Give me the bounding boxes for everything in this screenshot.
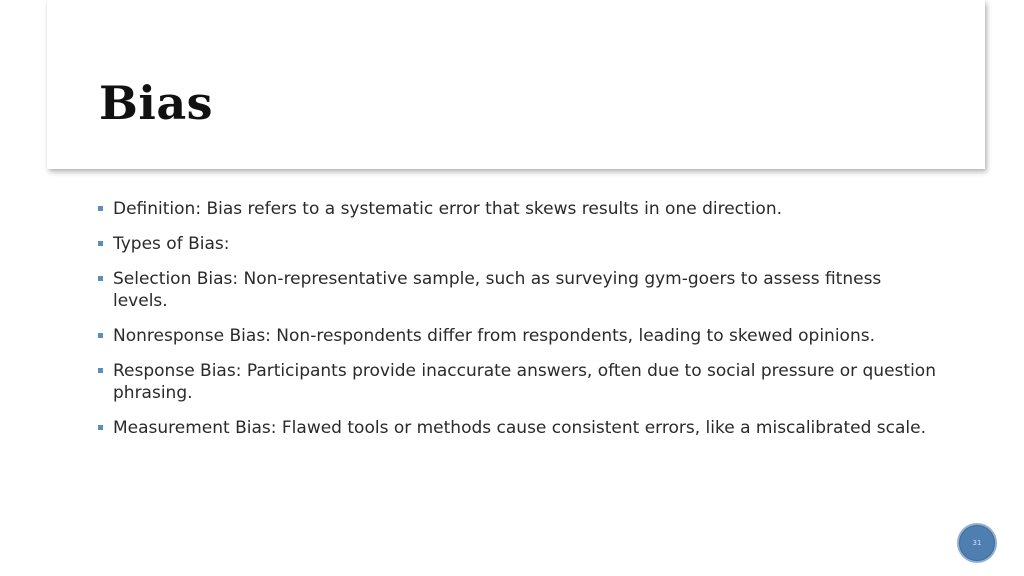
bullet-item [98, 325, 938, 347]
square-bullet-icon [98, 206, 103, 211]
slide-title: Bias [99, 76, 214, 130]
bullet-text: Measurement Bias: Flawed tools or methods cause consistent errors, like a miscalibrated scale. [113, 418, 926, 438]
bullet-text: Response Bias: Participants provide inaccurate answers, often due to social pressure or question phrasing. [113, 361, 936, 403]
bullet-item [98, 360, 938, 404]
square-bullet-icon [98, 276, 103, 281]
square-bullet-icon [98, 425, 103, 430]
title-box [47, 0, 985, 169]
bullet-item [98, 233, 938, 255]
square-bullet-icon [98, 241, 103, 246]
square-bullet-icon [98, 368, 103, 373]
bullet-text: Selection Bias: Non-representative sample, such as surveying gym-goers to assess fitness levels. [113, 269, 882, 311]
bullet-item [98, 417, 938, 439]
bullet-text: Nonresponse Bias: Non-respondents differ from respondents, leading to skewed opinions. [113, 326, 875, 346]
bullet-text: Definition: Bias refers to a systematic error that skews results in one direction. [113, 199, 782, 219]
bullet-list [98, 198, 938, 452]
bullet-item [98, 268, 938, 312]
square-bullet-icon [98, 333, 103, 338]
page-number-badge: 31 [957, 523, 997, 563]
bullet-item [98, 198, 938, 220]
bullet-text: Types of Bias: [113, 234, 230, 254]
